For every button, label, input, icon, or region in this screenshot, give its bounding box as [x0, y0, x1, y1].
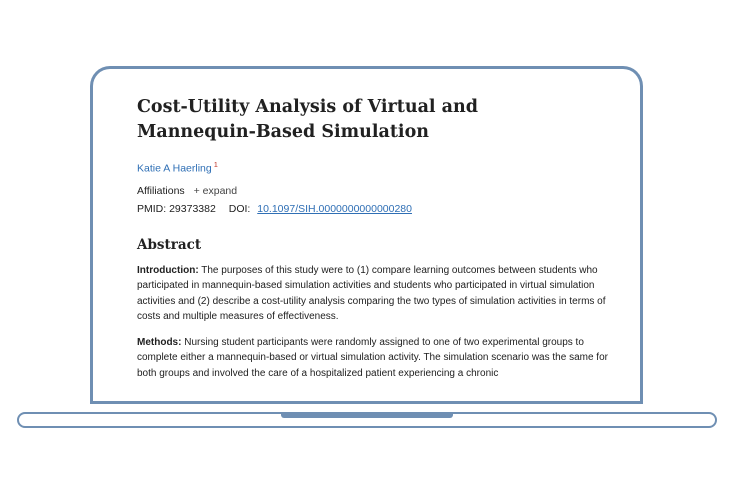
methods-label: Methods: — [137, 336, 182, 348]
laptop-screen — [90, 66, 643, 402]
abstract-heading: Abstract — [137, 236, 202, 253]
doi-link[interactable]: 10.1097/SIH.0000000000000280 — [257, 202, 412, 215]
author-affiliation-sup[interactable]: 1 — [213, 160, 218, 169]
author-list — [137, 160, 617, 175]
author-link[interactable]: Katie A Haerling — [137, 162, 212, 175]
screen-bottom-edge — [90, 401, 643, 404]
methods-text: Nursing student participants were randomly assigned to one of two experimental groups to complete either a mannequin-based or virtual simulation activity. The simulation scenario was the same for both groups and involved the care of a hospitalized patient experiencing a chronic — [137, 336, 608, 379]
affiliations-label: Affiliations — [137, 184, 185, 197]
identifiers-row — [137, 203, 617, 215]
introduction-text: The purposes of this study were to (1) compare learning outcomes between students who participated in mannequin-based simulation activities and students who participated in virtual simulation activities and (2) describe a cost-utility analysis comparing the two types of simulation activities in terms of costs and multiple measures of effectiveness. — [137, 264, 606, 322]
abstract-methods — [137, 335, 617, 382]
doi-label: DOI: — [228, 202, 251, 215]
affiliations-row — [137, 185, 617, 197]
laptop-hinge — [281, 412, 453, 418]
expand-affiliations-button[interactable]: + expand — [193, 184, 238, 197]
abstract-introduction — [137, 263, 617, 325]
article-title: Cost-Utility Analysis of Virtual and Mannequin-Based Simulation — [137, 97, 478, 142]
pmid: PMID: 29373382 — [137, 202, 216, 215]
article-content — [137, 95, 617, 391]
introduction-label: Introduction: — [137, 264, 199, 276]
